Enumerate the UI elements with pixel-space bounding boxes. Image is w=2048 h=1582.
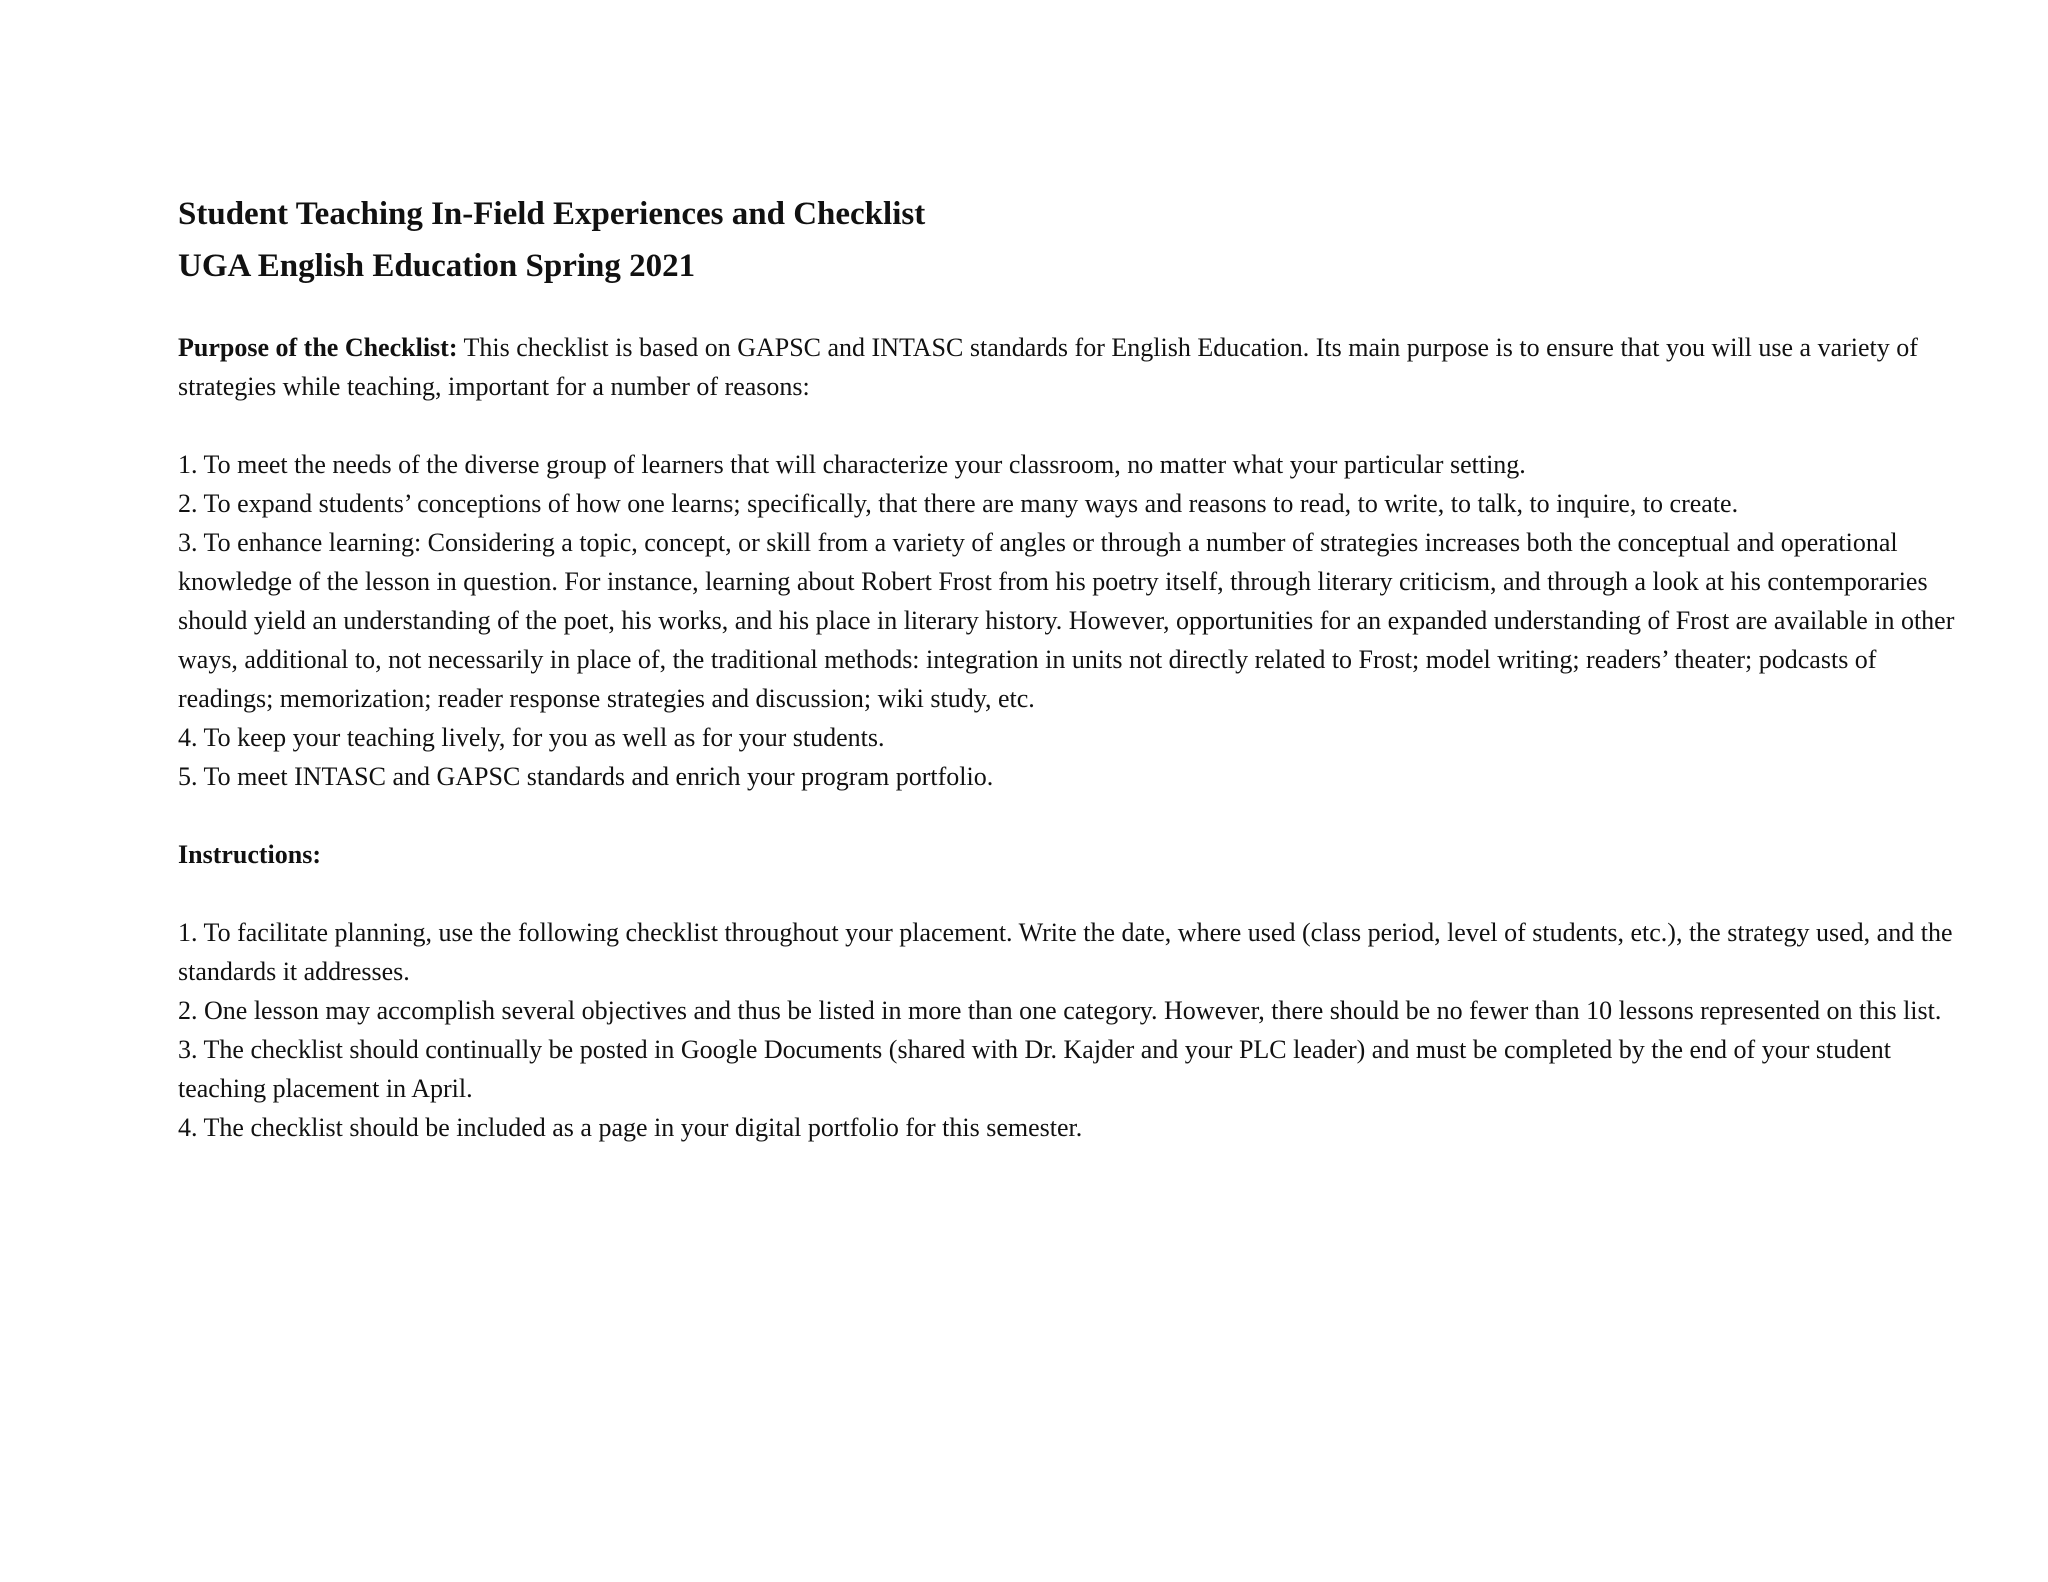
reason-text: To keep your teaching lively, for you as well as for your students. [203, 723, 885, 752]
instruction-text: One lesson may accomplish several objectives and thus be listed in more than one category. However, there should be no fewer than 10 lessons represented on this list. [204, 996, 1942, 1025]
instruction-number: 4. [178, 1113, 204, 1142]
instruction-item [178, 1030, 1958, 1108]
instructions-list [178, 913, 1958, 1147]
instruction-number: 1. [178, 918, 204, 947]
instruction-number: 2. [178, 996, 204, 1025]
instruction-item [178, 913, 1958, 991]
instructions-heading [178, 835, 1958, 874]
document-title-line-1: Student Teaching In-Field Experiences and Checklist [178, 196, 926, 232]
reason-text: To meet the needs of the diverse group of learners that will characterize your classroom, no matter what your particular setting. [203, 450, 1526, 479]
instruction-item [178, 991, 1958, 1030]
document-page [178, 188, 1958, 1147]
document-title-line-2: UGA English Education Spring 2021 [178, 248, 696, 284]
reason-item [178, 484, 1958, 523]
instruction-item [178, 1108, 1958, 1147]
purpose-paragraph [178, 328, 1958, 406]
reason-item [178, 523, 1958, 718]
instructions-label: Instructions: [178, 840, 322, 869]
reason-number: 5. [178, 762, 204, 791]
reason-text: To expand students’ conceptions of how one learns; specifically, that there are many ways and reasons to read, to write, to talk, to inquire, to create. [203, 489, 1739, 518]
instruction-text: To facilitate planning, use the following checklist throughout your placement. Write the date, where used (class period, level of students, etc.), the strategy used, and the standards it addresses. [178, 918, 1953, 986]
purpose-label: Purpose of the Checklist: [178, 333, 458, 362]
reason-number: 2. [178, 489, 204, 518]
reasons-list [178, 445, 1958, 796]
reason-item [178, 445, 1958, 484]
reason-item [178, 718, 1958, 757]
instruction-number: 3. [178, 1035, 204, 1064]
reason-number: 4. [178, 723, 204, 752]
reason-number: 1. [178, 450, 204, 479]
instruction-text: The checklist should continually be posted in Google Documents (shared with Dr. Kajder and your PLC leader) and must be completed by the end of your student teaching placement in April. [178, 1035, 1891, 1103]
reason-item [178, 757, 1958, 796]
instruction-text: The checklist should be included as a page in your digital portfolio for this semester. [203, 1113, 1083, 1142]
reason-text: To enhance learning: Considering a topic, concept, or skill from a variety of angles or through a number of strategies increases both the conceptual and operational knowledge of the lesson in question. For instance, learning about Robert Frost from his poetry itself, through literary criticism, and through a look at his contemporaries should yield an understanding of the poet, his works, and his place in literary history. However, opportunities for an expanded understanding of Frost are available in other ways, additional to, not necessarily in place of, the traditional methods: integration in units not directly related to Frost; model writing; readers’ theater; podcasts of readings; memorization; reader response strategies and discussion; wiki study, etc. [178, 528, 1955, 713]
purpose-text: This checklist is based on GAPSC and INTASC standards for English Education. Its main purpose is to ensure that you will use a variety of strategies while teaching, important for a number of reasons: [178, 333, 1918, 401]
reason-text: To meet INTASC and GAPSC standards and enrich your program portfolio. [203, 762, 994, 791]
reason-number: 3. [178, 528, 204, 557]
